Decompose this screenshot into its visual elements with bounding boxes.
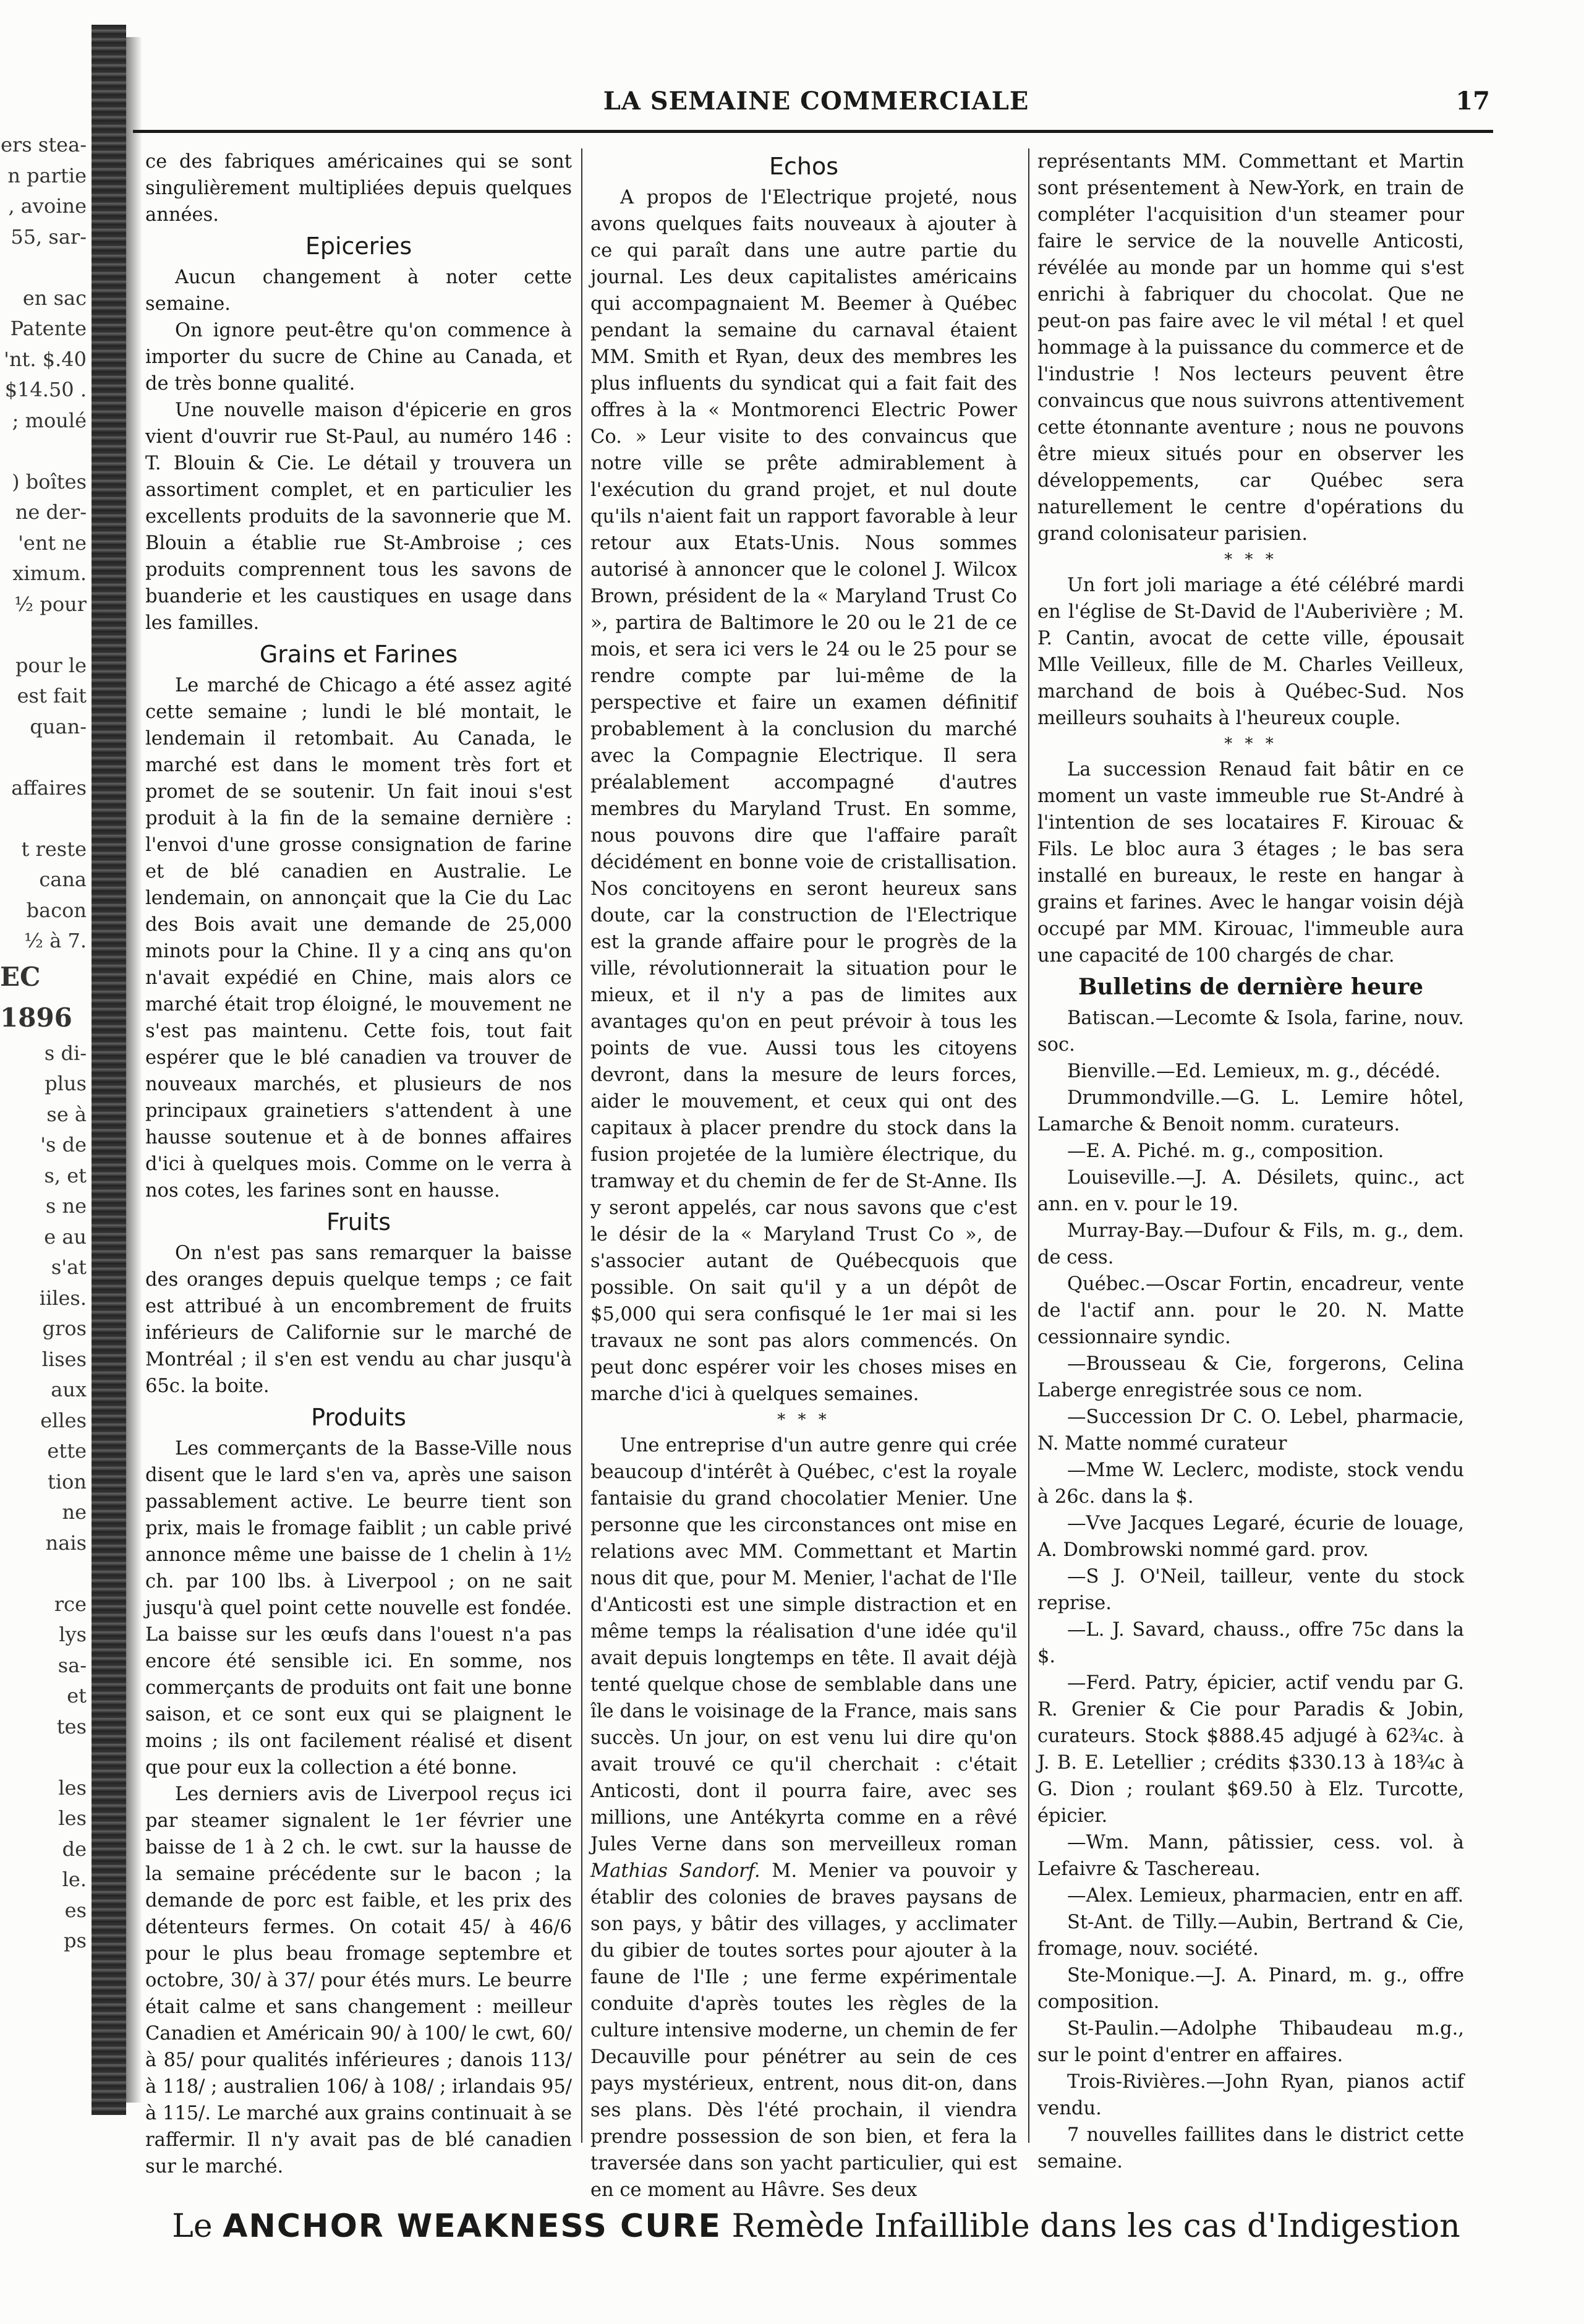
gutter-fragment: 55, sar- — [11, 224, 87, 249]
paragraph: Le marché de Chicago a été assez agité cette semaine ; lundi le blé montait, le lendemain il retombait. Au Canada, le marché est dans le moment très fort et promet de se soutenir. Un fait inoui s'est produit à la fin de la semaine dernière : l'envoi d'une grosse consignation de farine et de blé canadien en Australie. Le lendemain, on annonçait que la Cie du Lac des Bois avait une demande de 25,000 minots pour la Chine. Il y a cinq ans qu'on n'avait expédié en Chine, mais alors ce marché était trop éloigné, le mouvement ne s'est pas maintenu. Cette fois, tout fait espérer que le blé canadien va trouver de nouveaux marchés, et plusieurs de nos principaux grainetiers s'attendent à une hausse soutenue et à de bonnes affaires d'ici à quelques mois. Comme on le verra à nos cotes, les farines sont en hausse. — [145, 675, 572, 1202]
ad-tagline: Remède Infaillible dans les cas d'Indigestion — [731, 2208, 1460, 2245]
gutter-fragment: gros — [42, 1317, 87, 1340]
bulletin-entry: St-Paulin.—Adolphe Thibaudeau m.g., sur le point d'entrer en affaires. — [1037, 2018, 1464, 2066]
gutter-fragment: lys — [59, 1623, 87, 1646]
ad-brand-name: ANCHOR WEAKNESS CURE — [223, 2208, 722, 2245]
bulletin-entry: —Succession Dr C. O. Lebel, pharmacie, N. Matte nommé curateur — [1037, 1406, 1464, 1455]
bulletin-entry: Batiscan.—Lecomte & Isola, farine, nouv. soc. — [1037, 1007, 1464, 1056]
paragraph: Une nouvelle maison d'épicerie en gros vient d'ouvrir rue St-Paul, au numéro 146 : T. Blouin & Cie. Le détail y trouvera un assortiment complet, et en particulier les excellents produits de la savonnerie que M. Blouin a établie rue St-Ambroise ; ces produits comprennent tous les savons de buanderie et les caustiques en usage dans les familles. — [145, 399, 572, 634]
fruits-body — [145, 1240, 572, 1399]
bulletin-entry: —Wm. Mann, pâtissier, cess. vol. à Lefaivre & Taschereau. — [1037, 1832, 1464, 1880]
column-3 — [1037, 148, 1464, 2175]
gutter-fragment: de — [62, 1837, 87, 1861]
publication-title: LA SEMAINE COMMERCIALE — [603, 87, 1029, 116]
menier-text-a: Une entreprise d'un autre genre qui crée beaucoup d'intérêt à Québec, c'est la royale fantaisie du grand chocolatier Menier. Une personne que les circonstances ont mise en relations avec MM. Commettant et Martin nous dit que, pour M. Menier, l'achat de l'Ile d'Anticosti est une simple distraction et en même temps la réalisation d'une idée qu'il avait depuis longtemps en tête. Il avait déjà tenté quelque chose de semblable dans une île dans le voisinage de la France, mais sans succès. Un jour, on est venu lui dire qu'on avait trouvé ce qu'il cherchait : c'était Anticosti, dont il pourra faire, avec ses millions, une Antékyrta comme en a rêvé Jules Verne dans son merveilleux roman — [590, 1435, 1017, 1855]
gutter-fragment: les — [58, 1775, 87, 1800]
column-rule — [581, 148, 582, 2143]
bulletin-entry: St-Ant. de Tilly.—Aubin, Bertrand & Cie, fromage, nouv. société. — [1037, 1912, 1464, 1960]
gutter-fragment: ne — [62, 1500, 87, 1524]
gutter-fragment: $14.50 . — [4, 378, 87, 401]
gutter-fragment: s'at — [51, 1255, 87, 1279]
column-2 — [590, 148, 1017, 2203]
bulletin-entry: Trois-Rivières.—John Ryan, pianos actif vendu. — [1037, 2071, 1464, 2119]
binding-spine — [92, 25, 126, 2115]
gutter-fragment: ½ à 7. — [24, 929, 87, 952]
gutter-fragment — [0, 1742, 87, 1773]
gutter-fragment: en sac — [22, 286, 87, 310]
section-title-fruits: Fruits — [326, 1208, 391, 1236]
section-title-epiceries: Epiceries — [305, 233, 412, 260]
mariage-paragraph: Un fort joli mariage a été célébré mardi en l'église de St-David de l'Auberivière ; M. P. Cantin, avocat de cette ville, épousait Mlle Veilleux, fille de M. Charles Veilleux, marchand de bois à Québec-Sud. Nos meilleurs souhaits à l'heureux couple. — [1037, 575, 1464, 729]
bulletin-entry: —E. A. Piché. m. g., composition. — [1067, 1140, 1384, 1162]
bulletin-entry: Louiseville.—J. A. Désilets, quinc., act ann. en v. pour le 19. — [1037, 1167, 1464, 1215]
gutter-fragment: les — [58, 1806, 87, 1830]
bulletin-entry: —Brousseau & Cie, forgerons, Celina Laberge enregistrée sous ce nom. — [1037, 1353, 1464, 1401]
gutter-fragment: elles — [40, 1408, 87, 1432]
gutter-fragment: se à — [46, 1102, 87, 1126]
bulletin-entry: 7 nouvelles faillites dans le district cette semaine. — [1037, 2124, 1464, 2172]
echos-paragraph-electrique: A propos de l'Electrique projeté, nous avons quelques faits nouveaux à ajouter à ce qui paraît dans une autre partie du journal. Les deux capitalistes américains qui accompagnaient M. Beemer à Québec pendant la semaine du carnaval étaient MM. Smith et Ryan, deux des membres les plus influents du syndicat qui a fait fait des offres à la « Montmorenci Electric Power Co. » Leur visite to des convaincus que notre ville se prête admirablement à l'exécution du grand projet, et nul doute qu'ils n'aient fait un rapport favorable à leur retour aux Etats-Unis. Nous sommes autorisé à annoncer que le colonel J. Wilcox Brown, président de la « Maryland Trust Co », partira de Baltimore le 20 ou le 21 de ce mois, et sera ici vers le 24 ou le 25 pour se rendre compte par lui-même de la perspective et faire un examen définitif probablement à la conclusion du marché avec la Compagnie Electrique. Il sera préalablement accompagné d'autres membres du Maryland Trust. En somme, nous pouvons dire que l'affaire paraît décidément en bonne voie de cristallisation. Nos concitoyens en seront heureux sans doute, car la construction de l'Electrique est la grande affaire pour le progrès de la ville, révolutionnerait la situation pour le mieux, et il n'y a pas de limites aux avantages qu'on en peut prévoir à tous les points de vue. Aussi tous les citoyens devront, dans la mesure de leurs forces, aider le mouvement, et ceux qui ont des capitaux à placer prendre du stock dans la fusion projetée de la lumière électrique, du tramway et du chemin de fer de St-Anne. Ils y seront appelés, car nous savons que c'est le désir de la « Maryland Trust Co », de s'associer autant de Québecquois que possible. On sait qu'il y a un dépôt de $5,000 qui sera confisqué le 1er mai si les travaux ne sont pas alors commencés. On peut donc espérer voir les choses mises en marche d'ici à quelques semaines. — [590, 187, 1017, 1405]
gutter-fragment: est fait — [17, 684, 87, 707]
gutter-fragment: t reste — [21, 837, 87, 861]
menier-text-b: M. Menier va pouvoir y établir des colonies de braves paysans de son pays, y bâtir des villages, y acclimater du gibier de toutes sortes pour ajouter à la faune de l'Ile ; une ferme expérimentale conduite d'après toutes les règles de la culture intensive moderne, un chemin de fer Decauville pour pénétrer au sein de ces pays mystérieux, entrent, nous dit-on, dans ses plans. Dès l'été prochain, il viendra prendre possession de son bien, et fera la traversée dans son yacht particulier, qui est en ce moment au Hâvre. Ses deux — [590, 1860, 1017, 2201]
gutter-fragment: tes — [56, 1714, 87, 1738]
gutter-fragment: le. — [62, 1868, 87, 1891]
gutter-fragment: lises — [41, 1347, 87, 1371]
gutter-fragment: pour le — [15, 653, 87, 677]
header-rule — [133, 130, 1493, 133]
gutter-fragment: s di- — [44, 1041, 87, 1065]
bulletin-entry: Bienville.—Ed. Lemieux, m. g., décédé. — [1067, 1061, 1441, 1082]
bulletin-entry: Murray-Bay.—Dufour & Fils, m. g., dem. de cess. — [1037, 1220, 1464, 1268]
gutter-fragment — [0, 742, 87, 773]
gutter-fragment: ne der- — [15, 500, 87, 524]
bulletin-entry: —S J. O'Neil, tailleur, vente du stock reprise. — [1037, 1566, 1464, 1614]
paragraph: On n'est pas sans remarquer la baisse des oranges depuis quelque temps ; ce fait est attribué à un encombrement de fruits inférieurs de Californie sur le marché de Montréal ; il s'en est vendu au char jusqu'à 65c. la boite. — [145, 1242, 572, 1397]
binding-shadow — [126, 37, 142, 2103]
gutter-fragment — [0, 252, 87, 283]
gutter-fragment: ette — [47, 1439, 87, 1463]
gutter-fragment: aux — [51, 1378, 87, 1401]
bulletin-entry: Québec.—Oscar Fortin, encadreur, vente de l'actif ann. pour le 20. N. Matte cessionnaire syndic. — [1037, 1273, 1464, 1348]
gutter-fragment: rce — [54, 1592, 87, 1616]
gutter-fragment: affaires — [11, 775, 87, 800]
gutter-fragment: 'nt. $.40 — [4, 347, 87, 371]
grains-body — [145, 672, 572, 1204]
gutter-fragment: et — [67, 1684, 87, 1707]
bulletin-entry: —L. J. Savard, chauss., offre 75c dans la $. — [1037, 1619, 1464, 1667]
gutter-fragment — [0, 620, 87, 651]
echos-continuation: représentants MM. Commettant et Martin sont présentement à New-York, en train de compléter l'acquisition d'un steamer pour faire le service de la nouvelle Anticosti, révélée au monde par un homme qui s'est enrichi à fabriquer du chocolat. Que ne peut-on pas faire avec le vil métal ! et quel hommage à la puissance du commerce et de l'industrie ! Nos lecteurs peuvent être convaincus que nous suivrons attentivement cette étonnante aventure ; nous ne pouvons être mieux situés pour en observer les développements, car Québec sera naturellement le centre d'opérations du grand colonisateur parisien. — [1037, 151, 1464, 545]
paragraph: On ignore peut-être qu'on commence à importer du sucre de Chine au Canada, et de très bonne qualité. — [145, 320, 572, 395]
gutter-fragment: tion — [48, 1469, 87, 1493]
gutter-fragment: 's de — [40, 1133, 87, 1156]
footer-advertisement — [142, 2208, 1490, 2245]
paragraph: Aucun changement à noter cette semaine. — [145, 267, 572, 315]
gutter-fragment: Patente — [10, 317, 87, 340]
gutter-fragment: EC — [0, 961, 41, 992]
gutter-fragment: 1896 — [0, 1002, 72, 1033]
asterism-divider: * * * — [777, 1411, 830, 1429]
paragraph: Les commerçants de la Basse-Ville nous disent que le lard s'en va, après une saison passablement active. Le beurre tient son prix, mais le fromage faiblit ; un cable privé annonce même une baisse de 1 chelin à 1½ ch. par 100 lbs. à Liverpool ; on ne sait jusqu'à quel point cette nouvelle est fondée. La baisse sur les œufs dans l'ouest n'a pas encore été sensible ici. En somme, nos commerçants de produits ont fait une bonne saison, et ce sont eux qui se plaignent le moins ; ils ont facilement réalisé et disent que pour eux la collection a été bonne. — [145, 1438, 572, 1779]
intro-paragraph: ce des fabriques américaines qui se sont singulièrement multipliées depuis quelques années. — [145, 151, 572, 226]
gutter-fragment: ) boîtes — [12, 469, 87, 493]
gutter-fragment: ; moulé — [12, 408, 87, 432]
gutter-fragment: cana — [39, 868, 87, 891]
paragraph: Les derniers avis de Liverpool reçus ici par steamer signalent le 1er février une baisse de 1 à 2 ch. le cwt. sur la hausse de la semaine précédente sur le bacon ; la demande de porc est faible, et les prix des détenteurs fermes. On cotait 45/ à 46/6 pour le plus beau fromage septembre et octobre, 30/ à 37/ pour étés murs. Le beurre était calme et sans changement : meilleur Canadien et Américain 90/ à 100/ le cwt, 60/ à 85/ pour qualités inférieures ; danois 113/ à 118/ ; australien 106/ à 108/ ; irlandais 95/ à 115/. Le marché aux grains continuait à se raffermir. Il n'y avait pas de blé canadien sur le marché. — [145, 1784, 572, 2177]
bulletin-entry: Ste-Monique.—J. A. Pinard, m. g., offre composition. — [1037, 1965, 1464, 2013]
gutter-fragment: ximum. — [12, 562, 87, 585]
gutter-fragment: quan- — [30, 714, 87, 738]
novel-title: Mathias Sandorf. — [590, 1860, 760, 1882]
bulletin-entry: Drummondville.—G. L. Lemire hôtel, Lamarche & Benoit nomm. curateurs. — [1037, 1087, 1464, 1135]
gutter-fragment: iiles. — [39, 1286, 87, 1310]
asterism-divider: * * * — [1224, 550, 1277, 569]
gutter-fragment: nais — [45, 1531, 87, 1555]
gutter-fragment: 'ent ne — [18, 531, 87, 555]
page-number: 17 — [1455, 87, 1490, 116]
bulletin-entry: —Vve Jacques Legaré, écurie de louage, A. Dombrowski nommé gard. prov. — [1037, 1513, 1464, 1561]
column-rule — [1028, 148, 1029, 2143]
gutter-fragment — [0, 803, 87, 834]
section-title-grains: Grains et Farines — [259, 641, 458, 668]
bulletin-entry: —Mme W. Leclerc, modiste, stock vendu à 26c. dans la $. — [1037, 1459, 1464, 1508]
gutter-fragment: s, et — [44, 1163, 87, 1187]
gutter-fragment: s ne — [45, 1194, 87, 1218]
gutter-fragment: n partie — [7, 163, 87, 187]
section-title-echos: Echos — [769, 153, 839, 180]
produits-body — [145, 1435, 572, 2180]
gutter-fragment: bacon — [26, 898, 87, 922]
gutter-fragment — [0, 436, 87, 467]
gutter-fragment: , avoine — [8, 194, 87, 218]
gutter-fragment: plus — [45, 1072, 87, 1095]
gutter-fragment: ers stea- — [1, 133, 87, 156]
section-title-produits: Produits — [311, 1404, 406, 1431]
gutter-fragment: sa- — [57, 1653, 87, 1677]
gutter-fragment — [0, 1558, 87, 1589]
gutter-fragment: e au — [44, 1224, 87, 1249]
epiceries-body — [145, 264, 572, 636]
section-title-bulletins: Bulletins de dernière heure — [1078, 974, 1424, 1000]
bulletins-list — [1037, 1005, 1464, 2175]
gutter-fragment: es — [64, 1898, 87, 1922]
gutter-text-fragments — [0, 130, 87, 1952]
bulletin-entry: —Alex. Lemieux, pharmacien, entr en aff. — [1067, 1885, 1464, 1907]
column-1 — [145, 148, 572, 2180]
gutter-fragment: ps — [64, 1929, 87, 1952]
echos-paragraph-menier — [590, 1432, 1017, 2203]
bulletin-entry: —Ferd. Patry, épicier, actif vendu par G. R. Grenier & Cie pour Paradis & Jobin, curateurs. Stock $888.45 adjugé à 62¾c. à J. B. E. Letellier ; crédits $330.13 à 18¾c à G. Dion ; roulant $69.50 à Elz. Turcotte, épicier. — [1037, 1672, 1464, 1827]
running-head — [142, 87, 1490, 130]
succession-paragraph: La succession Renaud fait bâtir en ce moment un vaste immeuble rue St-André à l'intention de ses locataires F. Kirouac & Fils. Le bloc aura 3 étages ; le bas sera installé en bureaux, le reste en hangar à grains et farines. Avec le hangar voisin déjà occupé par MM. Kirouac, l'immeuble aura une capacité de 100 chargés de char. — [1037, 759, 1464, 967]
asterism-divider: * * * — [1224, 735, 1277, 753]
ad-prefix: Le — [172, 2208, 213, 2245]
gutter-fragment: ½ pour — [14, 592, 87, 616]
